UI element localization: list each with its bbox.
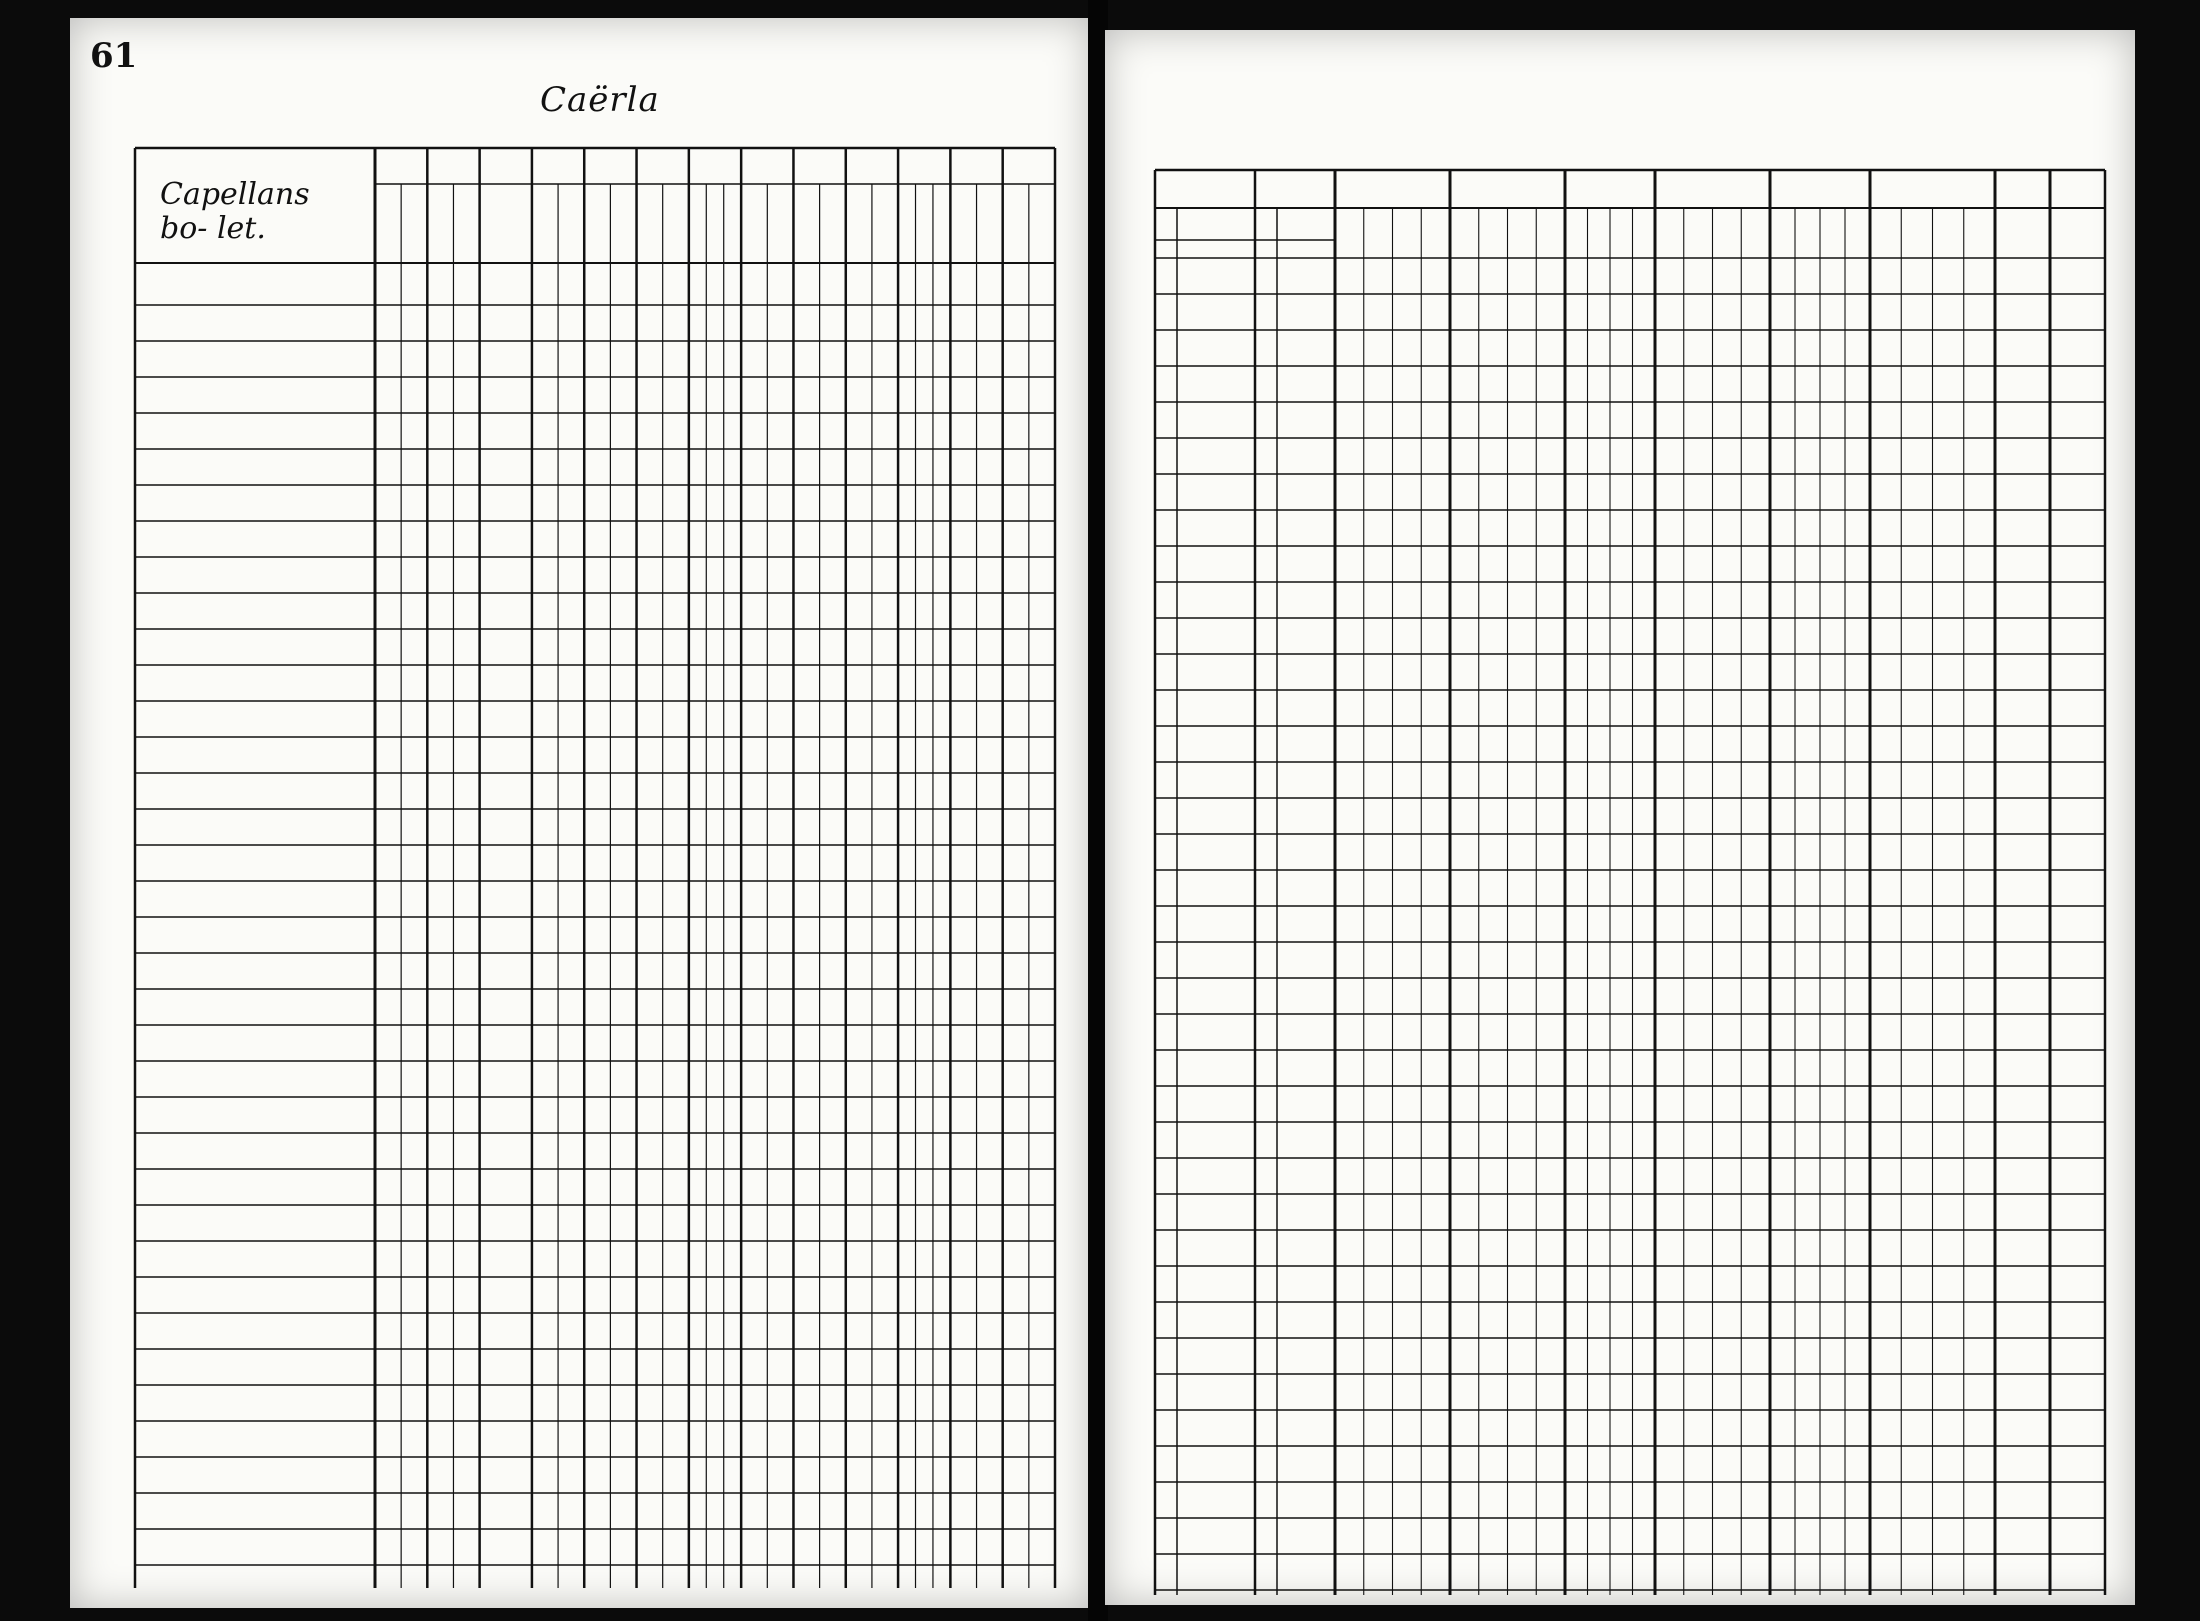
- right-page: [1105, 30, 2135, 1605]
- folio-number: 61: [90, 36, 138, 76]
- capellans-label: Capellans bo- let.: [160, 177, 310, 246]
- left-ledger-grid: [70, 18, 1090, 1608]
- right-ledger-grid: [1105, 30, 2135, 1605]
- left-page: [70, 18, 1090, 1608]
- page-title: Caërla: [540, 80, 660, 120]
